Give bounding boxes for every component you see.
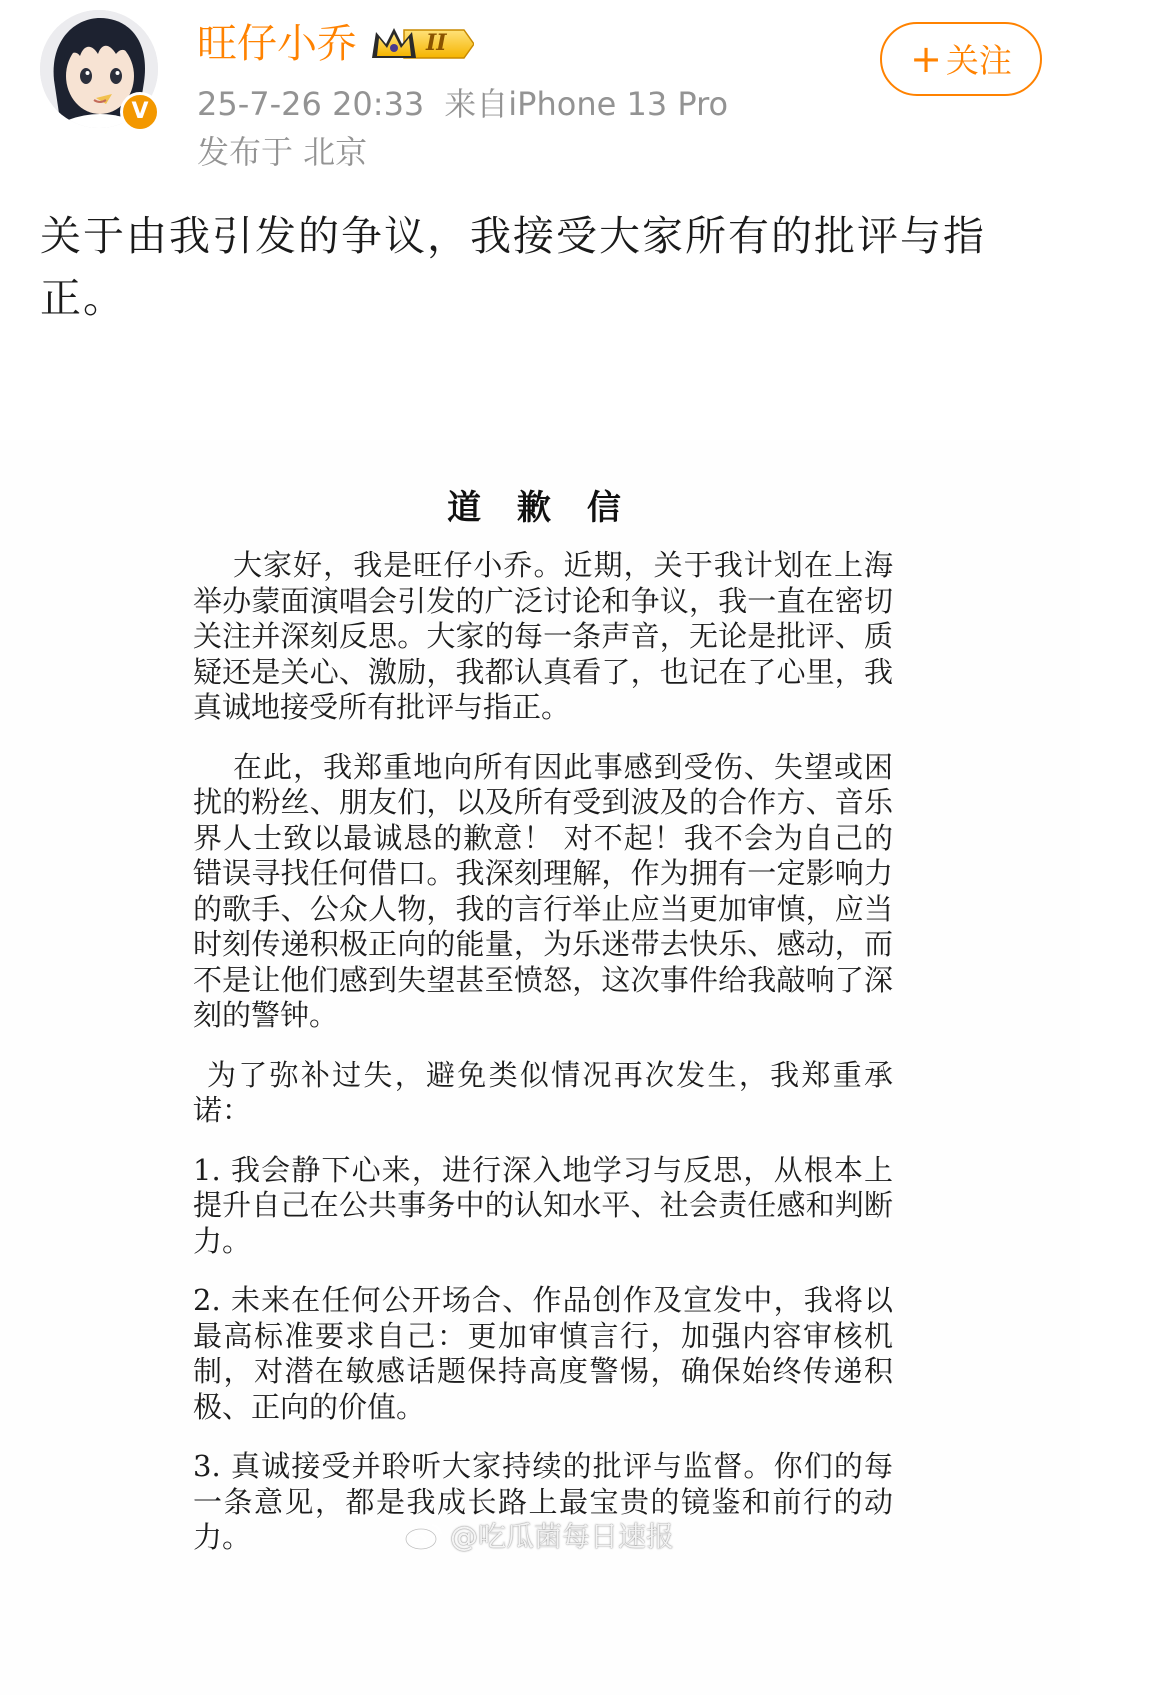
letter-paragraph: 为了弥补过失，避免类似情况再次发生，我郑重承诺： (193, 1057, 893, 1127)
plus-icon: + (910, 37, 942, 81)
post-header (0, 0, 1170, 190)
crown-vip-icon[interactable] (370, 22, 474, 66)
post-source: 来自iPhone 13 Pro (444, 85, 729, 123)
letter-paragraph: 大家好，我是旺仔小乔。近期，关于我计划在上海举办蒙面演唱会引发的广泛讨论和争议，我一直在密切关注并深刻反思。大家的每一条声音，无论是批评、质疑还是关心、激励，我都认真看了，也记在了心里，我真诚地接受所有批评与指正。 (193, 548, 893, 724)
post-image[interactable] (0, 440, 1080, 1695)
letter-list-item: 1. 我会静下心来，进行深入地学习与反思，从根本上提升自己在公共事务中的认知水平、社会责任感和判断力。 (193, 1152, 893, 1258)
watermark (404, 1519, 674, 1555)
post-location: 发布于 北京 (197, 133, 368, 171)
follow-button-label: 关注 (945, 41, 1012, 80)
post-meta (197, 82, 728, 126)
weibo-icon (404, 1521, 444, 1551)
letter-list-item: 2. 未来在任何公开场合、作品创作及宣发中，我将以最高标准要求自己：更加审慎言行，加强内容审核机制，对潜在敏感话题保持高度警惕，确保始终传递积极、正向的价值。 (193, 1283, 893, 1424)
letter-body (193, 548, 893, 1580)
follow-button[interactable] (880, 22, 1042, 96)
verified-v-icon: V (120, 92, 160, 132)
post-timestamp: 25-7-26 20:33 (197, 85, 425, 123)
letter-title: 道 歉 信 (447, 488, 633, 528)
letter-list-item: 3. 真诚接受并聆听大家持续的批评与监督。你们的每一条意见，都是我成长路上最宝贵的镜鉴和前行的动力。 (193, 1449, 893, 1554)
author-name[interactable]: 旺仔小乔 (197, 21, 357, 67)
avatar-container[interactable] (40, 10, 158, 128)
letter-paragraph: 在此，我郑重地向所有因此事感到受伤、失望或困扰的粉丝、朋友们，以及所有受到波及的合作方、音乐界人士致以最诚恳的歉意！ 对不起！我不会为自己的错误寻找任何借口。我深刻理解，作为拥有一定影响力的歌手、公众人物，我的言行举止应当更加审慎，应当时刻传递积极正向的能量，为乐迷带去快乐、感动，而不是让他们感到失望甚至愤怒，这次事件给我敲响了深刻的警钟。 (193, 749, 893, 1032)
vip-level: II (426, 30, 447, 56)
post-text: 关于由我引发的争议，我接受大家所有的批评与指正。 (40, 212, 986, 322)
watermark-text: @吃瓜菌每日速报 (450, 1520, 675, 1553)
